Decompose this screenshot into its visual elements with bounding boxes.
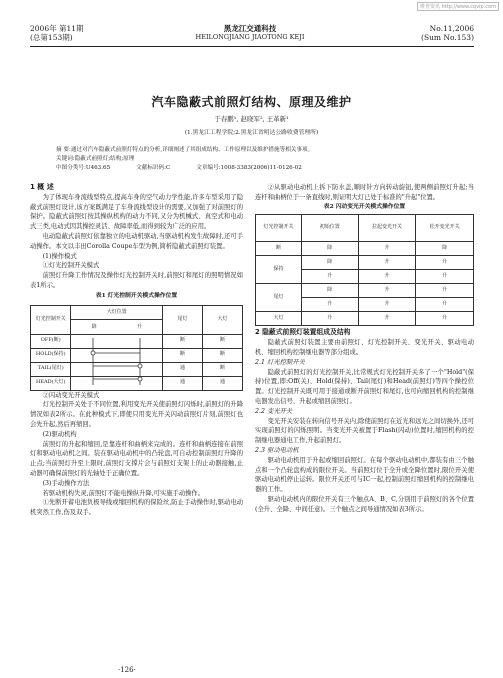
table-2-cell: 降 — [301, 284, 358, 298]
table-2-header-switch: 灯光控制开关 — [256, 215, 302, 242]
table-2-cell: 升 — [301, 312, 358, 326]
table-2-cell: 降 — [301, 242, 358, 256]
table-1-cell: 断 — [203, 334, 243, 348]
journal-name: 黑龙江交通科技 — [223, 24, 277, 33]
journal-name-en: HEILONGJIANG JIAOTONG KEJI — [195, 33, 305, 41]
subsection-heading: 2.1 灯光控制开关 — [255, 358, 305, 366]
page-number: ·126· — [118, 666, 136, 674]
document-code: 文献标识码:C — [136, 165, 171, 171]
table-1-header-switch: 灯光控制开关 — [31, 305, 71, 334]
paragraph: ①先断开蓄电池负极导线或缩回机构的保险丝,防止手动操作时,驱动电动机突然工作,伤及双手。 — [30, 499, 243, 517]
table-1-cell: 通 — [203, 376, 243, 390]
paragraph: 驱动电动机用于升起或缩回前照灯。在每个驱动电动机中,都装有由三个触点和一个凸轮盘构成的限位开关。当前照灯位于全升或全降位置时,限位开关使驱动电动机停止运转。限位开关还可与IC一起,控制前照灯缩回机构的控制继电器的工作。 — [255, 456, 474, 494]
table-2-row-label: 保持 — [256, 256, 302, 284]
table-1-header-up: 升 — [136, 323, 142, 330]
table-1-cell: 通 — [163, 362, 203, 376]
watermark: 维普资讯 http://www.cqvip.com — [417, 2, 499, 11]
diagram-node — [138, 377, 142, 381]
table-2-caption: 表2 闪动变光开关模式操作位置 — [323, 203, 406, 210]
table-2-cell: 升 — [301, 298, 358, 312]
header-journal — [150, 24, 350, 42]
table-2-cell: 升 — [358, 256, 416, 270]
classification-number: 中图分类号:U463.65 — [56, 165, 111, 171]
table-1-caption: 表1 灯光控制开关模式操作位置 — [95, 292, 178, 299]
table-1-header-pos — [71, 305, 163, 334]
table-2-cell: 降 — [301, 256, 358, 270]
header-number — [384, 24, 474, 42]
table-1-cell: 断 — [203, 348, 243, 362]
table-1-header-down: 降 — [91, 323, 97, 330]
table-2-header-release: 松开变光开关 — [416, 215, 474, 242]
paragraph: ①灯光控制开关模式 — [42, 262, 100, 270]
article-affiliation: (1.黑龙江工程学院;2.黑龙江省明达公路收费管理所) — [184, 130, 319, 136]
table-row — [256, 256, 474, 270]
table-2-cell: 升 — [358, 284, 416, 298]
table-2-cell: 升 — [416, 270, 474, 284]
paragraph: ②从驱动电动机上拆下防水盖,顺时针方向转动旋钮,使两侧前照灯升起;当连杆和曲柄位于一条直线时,则证明大灯已处于标准的"升起"位置。 — [255, 184, 474, 201]
table-2-row-label: 尾灯 — [256, 284, 302, 312]
diagram-node — [91, 351, 95, 355]
subsection-heading: 2.2 变光开关 — [255, 407, 293, 415]
paragraph: 前照灯的升起和缩回,是靠连杆和曲柄来完成的。连杆和曲柄连接在前照灯和驱动电动机之间。装在驱动电动机中的凸轮盘,可自动控制前照灯升降的止点;当前照灯升至上限时,前照灯支撑片会与前照灯支架上的止动器接触,止动器可确保前照灯的光轴处于正确位置。 — [30, 440, 243, 477]
table-2 — [255, 214, 474, 326]
paragraph: 隐蔽式前照灯的灯光控制开关,比常规式灯光控制开关多了一个"Hold"(保持)位置,即:Off(关)、Hold(保持)、Tail(尾灯)和Head(前照灯)等四个操控位置。灯光控制开关既可用于接通或断开前照灯和尾灯,也可向缩回机构的控制继电器发出信号、升起或缩回前照灯。 — [255, 368, 474, 405]
header-number-line1: No.11,2006 — [429, 24, 474, 33]
diagram-node — [138, 364, 142, 368]
table-2-cell: 升 — [301, 270, 358, 284]
column-left — [30, 183, 243, 518]
table-2-header-initial: 初始位置 — [301, 215, 358, 242]
paragraph: 前照灯升降工作情况及操作灯光控制开关时,前照灯和尾灯的照明情况如表1所示。 — [30, 272, 243, 289]
header-issue — [30, 24, 150, 42]
header-issue-line1: 2006年 第11期 — [30, 24, 84, 33]
table-2-cell: 升 — [416, 284, 474, 298]
article-number: 文章编号:1008-3383(2006)11-0126-02 — [196, 165, 302, 171]
abstract-block — [56, 146, 456, 173]
classification-line — [56, 164, 456, 173]
header-issue-line2: (总第153期) — [30, 33, 73, 42]
paragraph: 变光开关安装在转向信号开关内,除使前照灯在近光和远光之间切换外,还可实现前照灯的闪烁照明。当变光开关被置于Flash(闪动)位置时,缩回机构的控制继电器通电工作,升起前照灯。 — [255, 417, 474, 445]
paragraph: 灯光控制开关处于不同位置,利用变光开关使前照灯闪烁时,前照灯的升降情况如表2所示。在此种模式下,即使只用变光开关闪动前照灯片刻,前照灯也会先升起,然后再缩回。 — [30, 401, 243, 428]
table-1-cell: 通 — [163, 376, 203, 390]
table-2-cell: 升 — [358, 242, 416, 256]
table-row — [256, 242, 474, 256]
table-1-row-label: HOLD(保持) — [31, 348, 71, 362]
table-1-row-label: OFF(断) — [31, 334, 71, 348]
table-1-cell: 断 — [163, 334, 203, 348]
paragraph: 电动隐蔽式前照灯依靠独立的电动机驱动,当驱动机构发生故障时,还可手动操作。本文以丰田Corolla Coupe车型为例,简析隐蔽式前照灯装置。 — [30, 232, 243, 250]
header-rule — [30, 46, 474, 47]
table-1-row-label: TAIL(尾灯) — [31, 362, 71, 376]
table-2-cell: 升 — [358, 270, 416, 284]
section-2-heading: 2 隐蔽式前照灯装置组成及结构 — [255, 328, 351, 337]
table-2-cell: 升 — [358, 298, 416, 312]
paragraph: 为了体现车身流线型特点,提高车身的空气动力学性能,许多车型采用了隐蔽式前照灯设计,该方案既满足了车身流线型设计的需要,又加强了对前照灯的保护。隐蔽式前照灯按其操纵机构的动力不同,又分为机械式、真空式和电动式三类,电动式因其操控灵活、故障率低,而得到较为广泛的应用。 — [30, 193, 243, 231]
paragraph: 驱动电动机内的限位开关有三个触点A、B、C,分别用于前照灯的各个位置(全升、全降、中间任意)。三个触点之间导通情况如表3所示。 — [255, 495, 474, 513]
table-1-cell: 断 — [163, 348, 203, 362]
table-2-cell: 升 — [416, 312, 474, 326]
keywords: 关键词:隐蔽式前照灯;结构;原理 — [56, 156, 135, 162]
table-2-row-label: 断 — [256, 242, 302, 256]
table-2-header-flash: 拉起变光开关 — [358, 215, 416, 242]
table-2-cell: 升 — [416, 298, 474, 312]
table-2-cell: 升 — [358, 312, 416, 326]
article-authors: 于春鹏¹, 赵晓军², 王革新¹ — [214, 115, 289, 123]
paragraph: (3)手动操作方法 — [42, 479, 90, 487]
table-row — [256, 312, 474, 326]
table-1-header-head: 大灯 — [203, 305, 243, 334]
table-1-arrow-diagram — [70, 333, 163, 389]
subsection-heading: 2.3 驱动电动机 — [255, 446, 299, 454]
paragraph: (2)驱动机构 — [42, 430, 77, 438]
article-title: 汽车隐蔽式前照灯结构、原理及维护 — [151, 95, 352, 109]
table-2-cell: 升 — [416, 256, 474, 270]
table-1-header-tail: 尾灯 — [163, 305, 203, 334]
table-1 — [30, 305, 243, 389]
column-right — [255, 183, 474, 515]
table-1-cell: 断 — [203, 362, 243, 376]
abstract: 摘 要:通过对汽车隐蔽式前照灯特点的分析,详细阐述了其组成结构、工作原理以及维护措施等相关事项。 — [56, 147, 314, 153]
table-row — [256, 284, 474, 298]
table-1-row-label: HEAD(大灯) — [31, 376, 71, 390]
section-1-heading: 1 概 述 — [30, 183, 54, 191]
table-2-row-label: 大灯 — [256, 312, 302, 326]
header-number-line2: (Sum No.153) — [421, 33, 474, 42]
paragraph: 若驱动机构失灵,前照灯不能电操纵升降,可实施手动操作。 — [42, 489, 205, 497]
paragraph: 隐蔽式前照灯装置主要由前照灯、灯光控制开关、变光开关、驱动电动机、缩回机构控制继电器等部分组成。 — [255, 339, 474, 356]
paragraph: ②闪动变光开关模式 — [42, 391, 100, 399]
paragraph: (1)操作模式 — [42, 252, 77, 260]
table-2-cell: 降 — [416, 242, 474, 256]
table-1-header-headlamp-pos: 大灯位置 — [71, 306, 162, 320]
